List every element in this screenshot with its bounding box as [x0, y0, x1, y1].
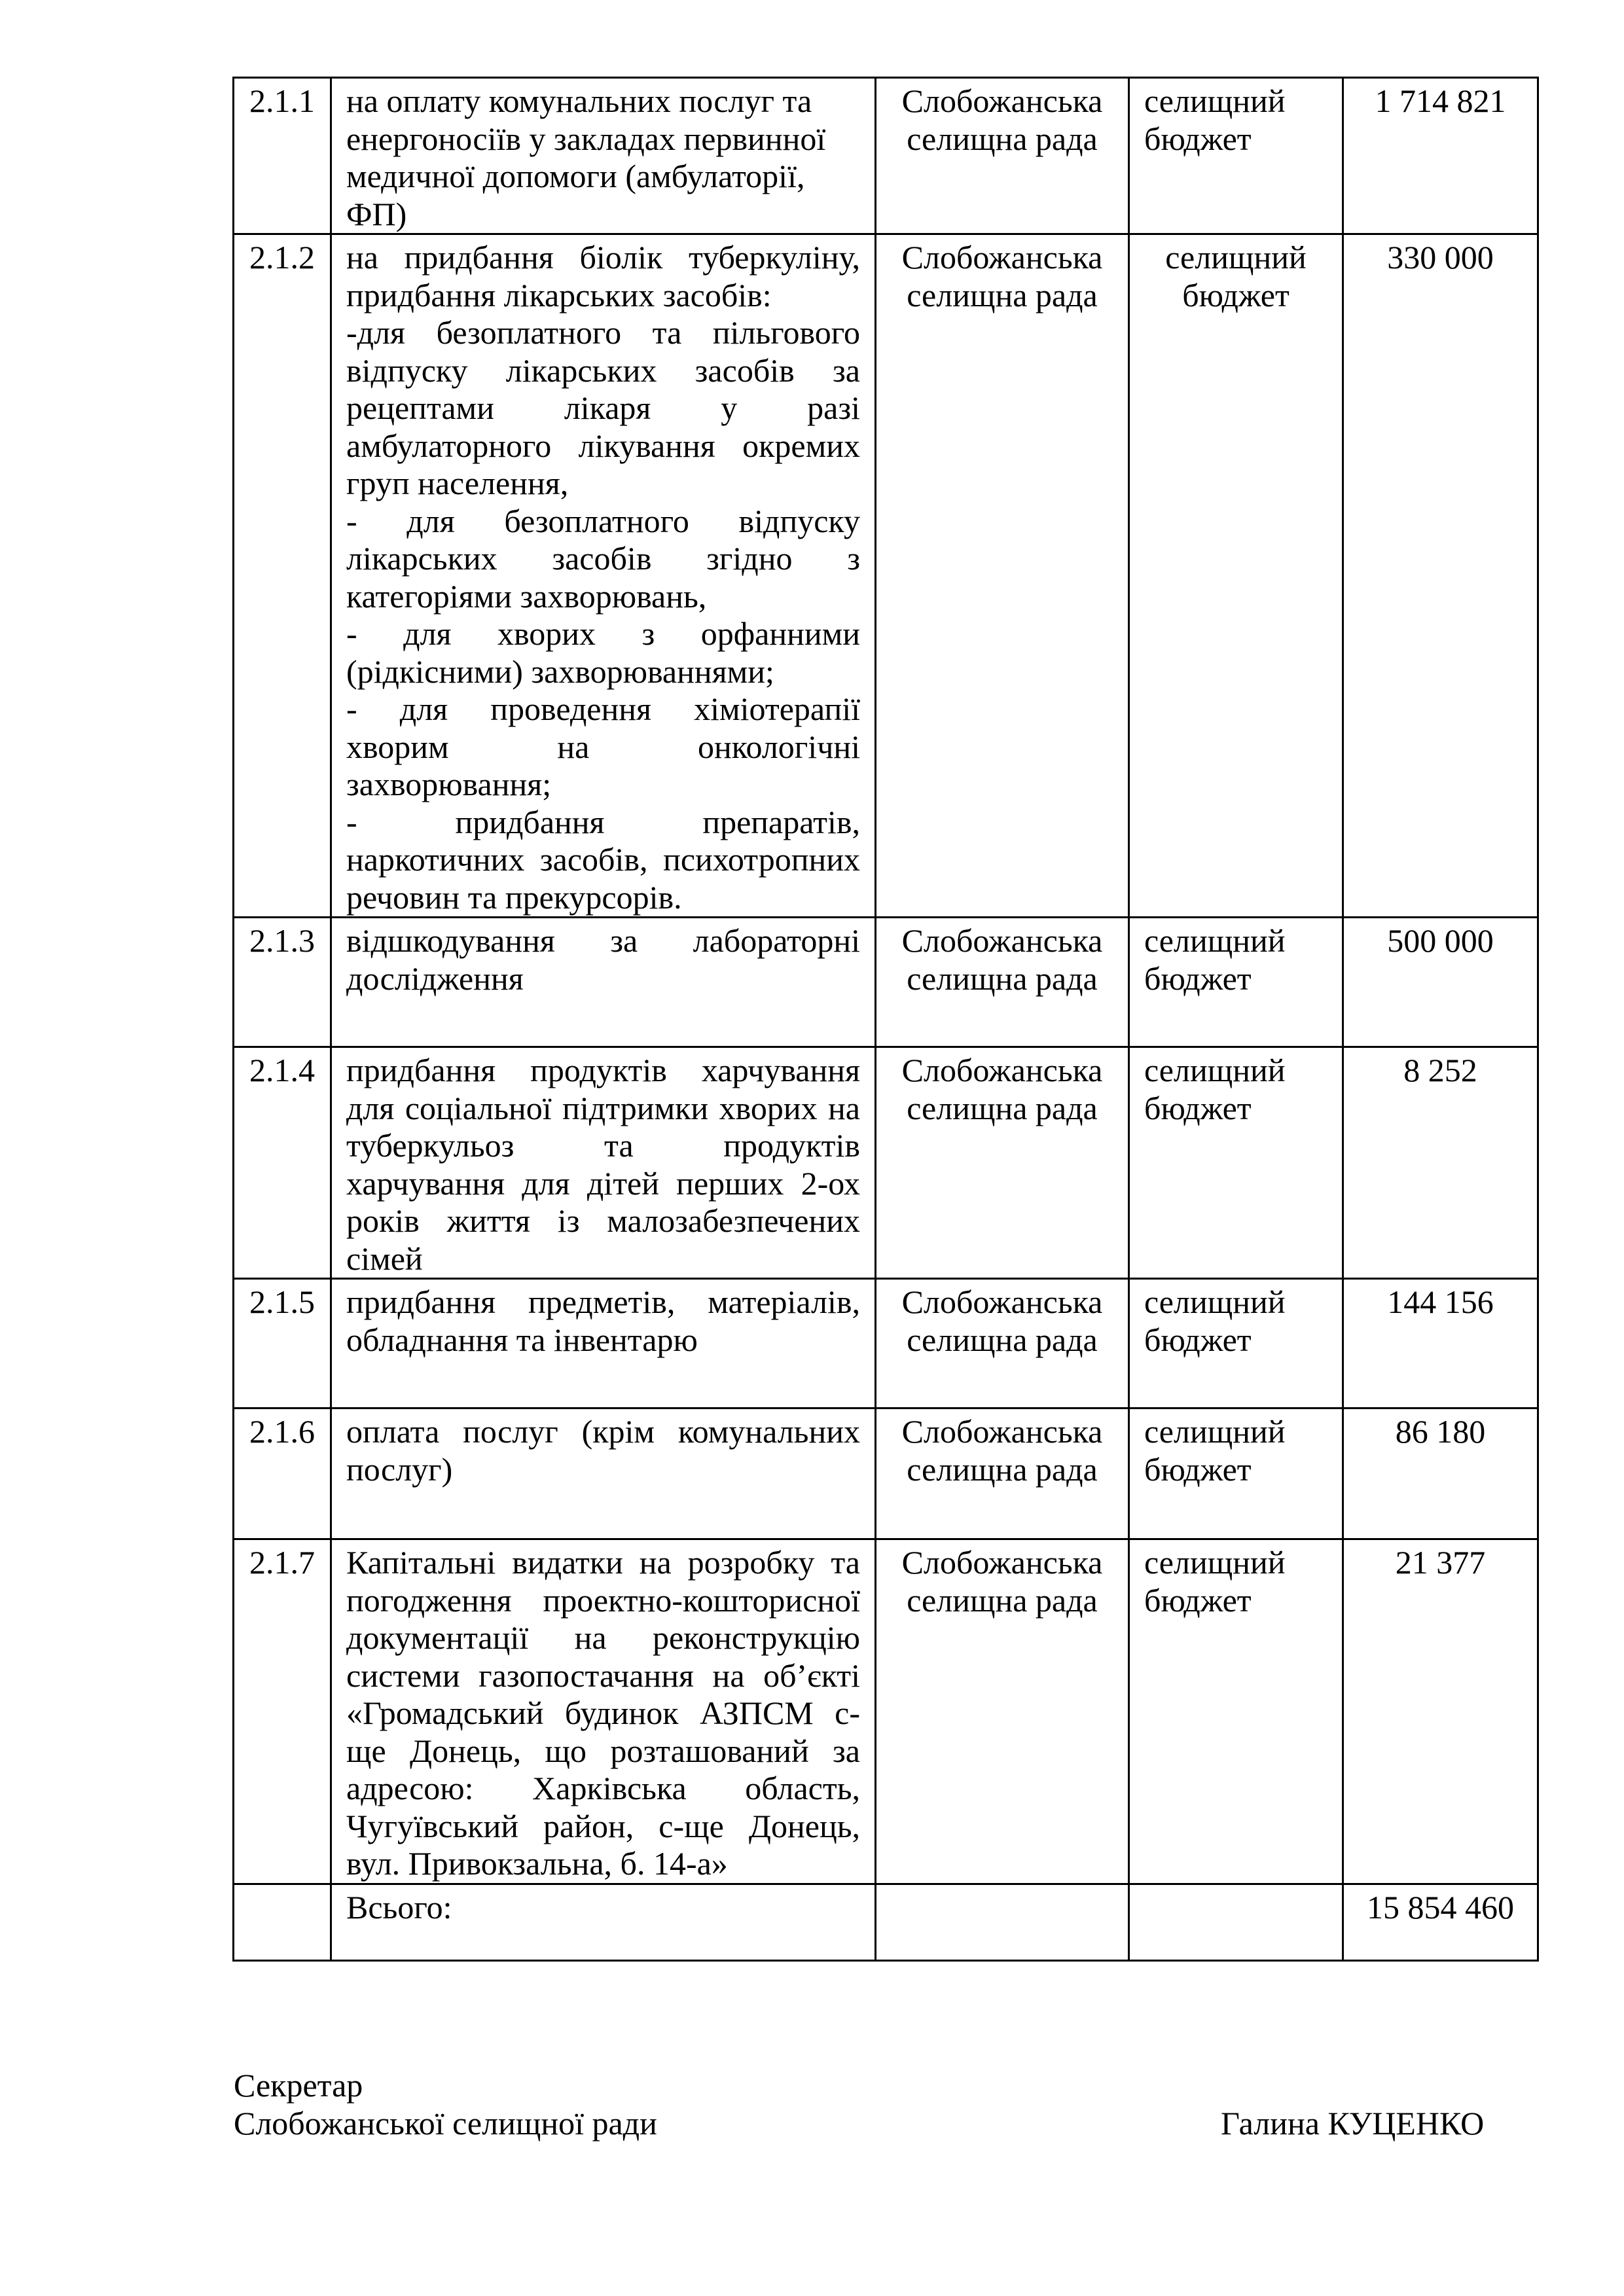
row-funding-source: селищний бюджет — [1129, 1279, 1343, 1408]
row-description — [331, 1539, 876, 1884]
row-executor: Слобожанська селищна рада — [876, 1047, 1129, 1279]
row-amount: 1 714 821 — [1343, 78, 1538, 234]
signature-block — [234, 2067, 657, 2142]
row-number: 2.1.3 — [234, 918, 331, 1047]
row-amount: 144 156 — [1343, 1279, 1538, 1408]
table-row — [234, 1408, 1538, 1539]
row-funding-source: селищний бюджет — [1129, 234, 1343, 918]
row-amount: 500 000 — [1343, 918, 1538, 1047]
description-paragraph: - для безоплатного відпуску лікарських засобів згідно з категоріями захворювань, — [346, 502, 860, 615]
description-paragraph: Капітальні видатки на розробку та погодження проектно-кошторисної документації на реконструкцію системи газопостачання на об’єкті «Громадський будинок АЗПСМ с-ще Донець, що розташований за адресою: Харківська область, Чугуївський район, с-ще Донець, вул. Привокзальна, б. 14-а» — [346, 1544, 860, 1882]
total-amount: 15 854 460 — [1343, 1884, 1538, 1960]
row-description — [331, 1047, 876, 1279]
row-number: 2.1.2 — [234, 234, 331, 918]
description-paragraph: на оплату комунальних послуг та енергоносіїв у закладах первинної медичної допомоги (амбулаторії, ФП) — [346, 82, 826, 232]
total-label: Всього: — [331, 1884, 876, 1960]
signature-organization: Слобожанської селищної ради — [234, 2104, 657, 2142]
description-paragraph: на придбання біолік туберкуліну, придбання лікарських засобів: — [346, 239, 860, 314]
description-paragraph: придбання продуктів харчування для соціальної підтримки хворих на туберкульоз та продуктів харчування для дітей перших 2-ох років життя із малозабезпечених сімей — [346, 1052, 860, 1277]
row-funding-source: селищний бюджет — [1129, 1539, 1343, 1884]
row-number: 2.1.6 — [234, 1408, 331, 1539]
row-funding-source: селищний бюджет — [1129, 918, 1343, 1047]
row-executor: Слобожанська селищна рада — [876, 1408, 1129, 1539]
row-description — [331, 1408, 876, 1539]
row-description — [331, 1279, 876, 1408]
table-row — [234, 1047, 1538, 1279]
row-executor: Слобожанська селищна рада — [876, 78, 1129, 234]
row-executor: Слобожанська селищна рада — [876, 918, 1129, 1047]
table-row — [234, 1279, 1538, 1408]
description-paragraph: оплата послуг (крім комунальних послуг) — [346, 1413, 860, 1488]
table-row — [234, 78, 1538, 234]
total-source-cell — [1129, 1884, 1343, 1960]
row-amount: 330 000 — [1343, 234, 1538, 918]
table-row — [234, 918, 1538, 1047]
row-number: 2.1.5 — [234, 1279, 331, 1408]
row-funding-source: селищний бюджет — [1129, 1408, 1343, 1539]
signature-title: Секретар — [234, 2067, 363, 2104]
row-funding-source: селищний бюджет — [1129, 1047, 1343, 1279]
description-paragraph: - для хворих з орфанними (рідкісними) захворюваннями; — [346, 615, 860, 690]
row-funding-source: селищний бюджет — [1129, 78, 1343, 234]
signatory-name: Галина КУЦЕНКО — [1221, 2105, 1485, 2142]
row-description — [331, 78, 876, 234]
row-number: 2.1.1 — [234, 78, 331, 234]
budget-table — [232, 77, 1539, 1962]
row-number: 2.1.4 — [234, 1047, 331, 1279]
row-executor: Слобожанська селищна рада — [876, 1539, 1129, 1884]
description-paragraph: - придбання препаратів, наркотичних засобів, психотропних речовин та прекурсорів. — [346, 803, 860, 916]
description-paragraph: придбання предметів, матеріалів, обладнання та інвентарю — [346, 1283, 860, 1358]
table-row — [234, 1539, 1538, 1884]
row-amount: 86 180 — [1343, 1408, 1538, 1539]
row-executor: Слобожанська селищна рада — [876, 1279, 1129, 1408]
row-amount: 21 377 — [1343, 1539, 1538, 1884]
row-number: 2.1.7 — [234, 1539, 331, 1884]
total-executor-cell — [876, 1884, 1129, 1960]
row-description — [331, 918, 876, 1047]
total-row — [234, 1884, 1538, 1960]
row-description — [331, 234, 876, 918]
table-row — [234, 234, 1538, 918]
description-paragraph: - для проведення хіміотерапії хворим на онкологічні захворювання; — [346, 691, 860, 802]
row-amount: 8 252 — [1343, 1047, 1538, 1279]
description-paragraph: відшкодування за лабораторні дослідження — [346, 922, 860, 997]
row-executor: Слобожанська селищна рада — [876, 234, 1129, 918]
total-num-cell — [234, 1884, 331, 1960]
description-paragraph: -для безоплатного та пільгового відпуску лікарських засобів за рецептами лікаря у разі амбулаторного лікування окремих груп населення, — [346, 314, 860, 501]
